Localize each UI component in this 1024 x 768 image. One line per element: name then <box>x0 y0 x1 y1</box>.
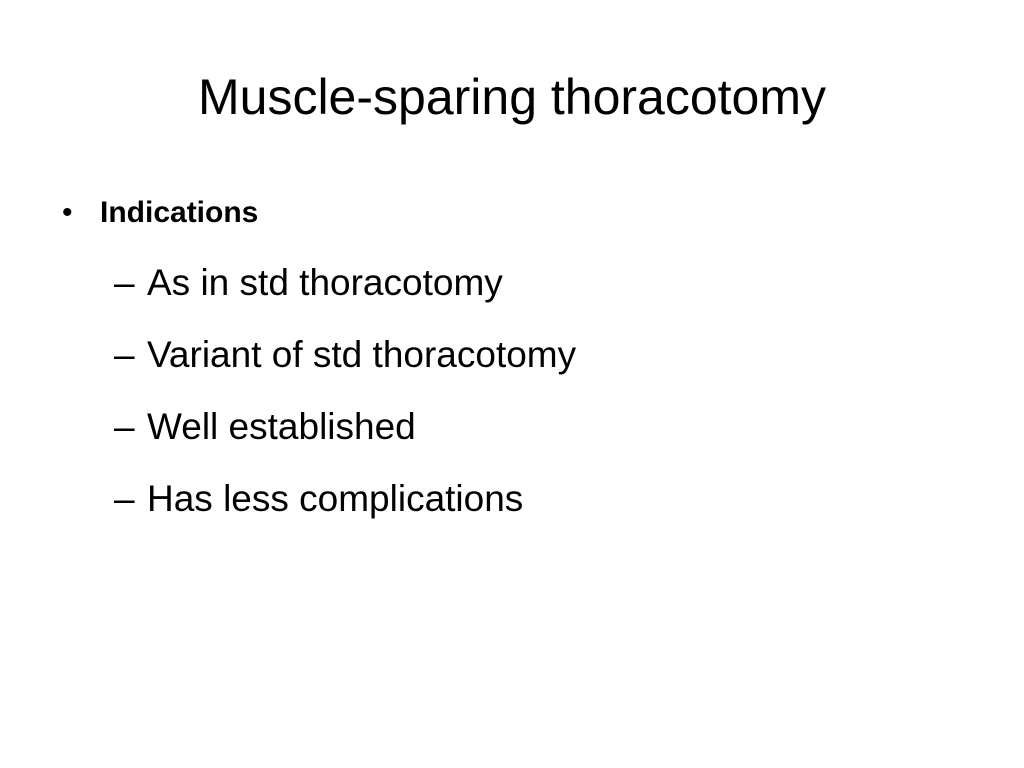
sub-bullet-marker: – <box>114 262 135 303</box>
sub-bullet-item <box>114 474 962 546</box>
bullet-text: Indications <box>100 196 259 229</box>
sub-bullet-marker: – <box>114 406 135 447</box>
sub-bullet-text: Has less complications <box>147 478 524 519</box>
sub-bullet-item <box>114 330 962 402</box>
sub-bullet-text: Well established <box>147 406 416 447</box>
sub-bullet-item <box>114 402 962 474</box>
sub-bullet-marker: – <box>114 334 135 375</box>
slide-body <box>62 188 962 546</box>
bullet-marker: • <box>62 196 73 229</box>
slide-title: Muscle-sparing thoracotomy <box>197 69 827 125</box>
sub-bullet-list <box>62 258 962 546</box>
sub-bullet-item <box>114 258 962 330</box>
sub-bullet-text: As in std thoracotomy <box>147 262 503 303</box>
bullet-item-indications <box>62 188 962 238</box>
sub-bullet-marker: – <box>114 478 135 519</box>
sub-bullet-text: Variant of std thoracotomy <box>147 334 577 375</box>
